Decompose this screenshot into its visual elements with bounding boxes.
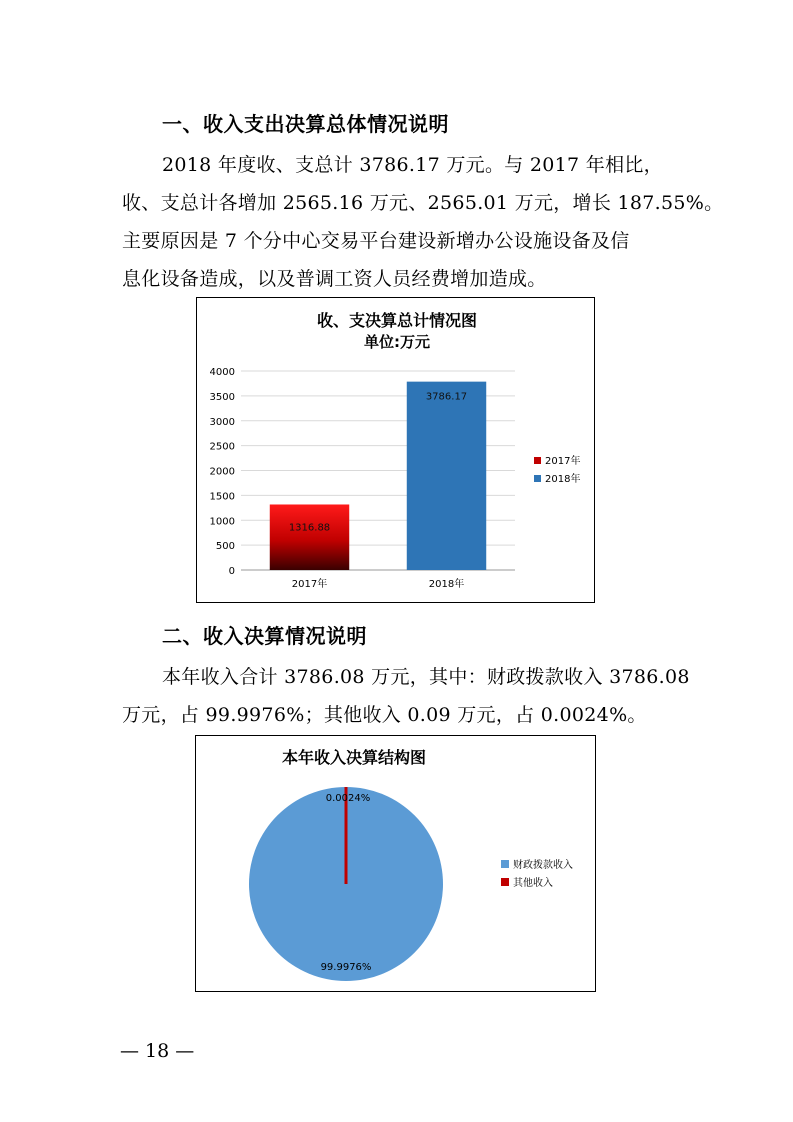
bar-2017年	[270, 504, 349, 570]
data-label: 1316.88	[288, 522, 331, 534]
pie-chart-svg	[196, 736, 597, 993]
y-tick-label: 2500	[209, 441, 235, 453]
section-heading-1: 一、收入支出决算总体情况说明	[162, 112, 449, 136]
y-tick-label: 0	[228, 566, 235, 577]
legend-swatch	[501, 860, 509, 868]
chart-title: 本年收入决算结构图	[281, 748, 427, 767]
paragraph-line: 息化设备造成，以及普调工资人员经费增加造成。	[122, 268, 547, 290]
y-tick-label: 2000	[209, 466, 235, 478]
section-heading-2: 二、收入决算情况说明	[162, 624, 367, 648]
y-tick-label: 1000	[209, 516, 235, 528]
y-tick-label: 500	[215, 541, 235, 553]
legend-swatch	[534, 475, 541, 482]
bar-chart-svg	[197, 298, 596, 604]
paragraph-line: 本年收入合计 3786.08 万元，其中：财政拨款收入 3786.08	[162, 666, 690, 688]
bar-2018年	[407, 382, 486, 570]
legend-swatch	[534, 457, 541, 464]
pie-chart	[195, 735, 596, 992]
legend-entry: 2018年	[545, 474, 581, 485]
legend-entry: 其他收入	[513, 878, 553, 889]
y-tick-label: 3500	[209, 391, 235, 403]
data-label: 0.0024%	[325, 793, 371, 804]
y-tick-label: 4000	[209, 367, 235, 378]
data-label: 3786.17	[425, 391, 468, 403]
paragraph-line: 主要原因是 7 个分中心交易平台建设新增办公设施设备及信	[122, 230, 630, 252]
paragraph-line: 2018 年度收、支总计 3786.17 万元。与 2017 年相比，	[162, 154, 663, 176]
legend-swatch	[501, 878, 509, 886]
legend-entry: 2017年	[545, 456, 581, 467]
page-number: — 18 —	[120, 1040, 195, 1062]
legend-entry: 财政拨款收入	[513, 860, 573, 871]
y-tick-label: 1500	[209, 491, 235, 503]
chart-subtitle: 单位:万元	[364, 333, 430, 351]
paragraph-line: 收、支总计各增加 2565.16 万元、2565.01 万元，增长 187.55%。	[122, 192, 724, 214]
chart-title: 收、支决算总计情况图	[316, 311, 478, 330]
y-tick-label: 3000	[209, 416, 235, 428]
bar-chart	[196, 297, 595, 603]
data-label: 99.9976%	[320, 962, 372, 973]
paragraph-line: 万元，占 99.9976%；其他收入 0.09 万元，占 0.0024%。	[122, 704, 647, 726]
x-tick-label: 2018年	[428, 579, 465, 590]
x-tick-label: 2017年	[291, 579, 328, 590]
